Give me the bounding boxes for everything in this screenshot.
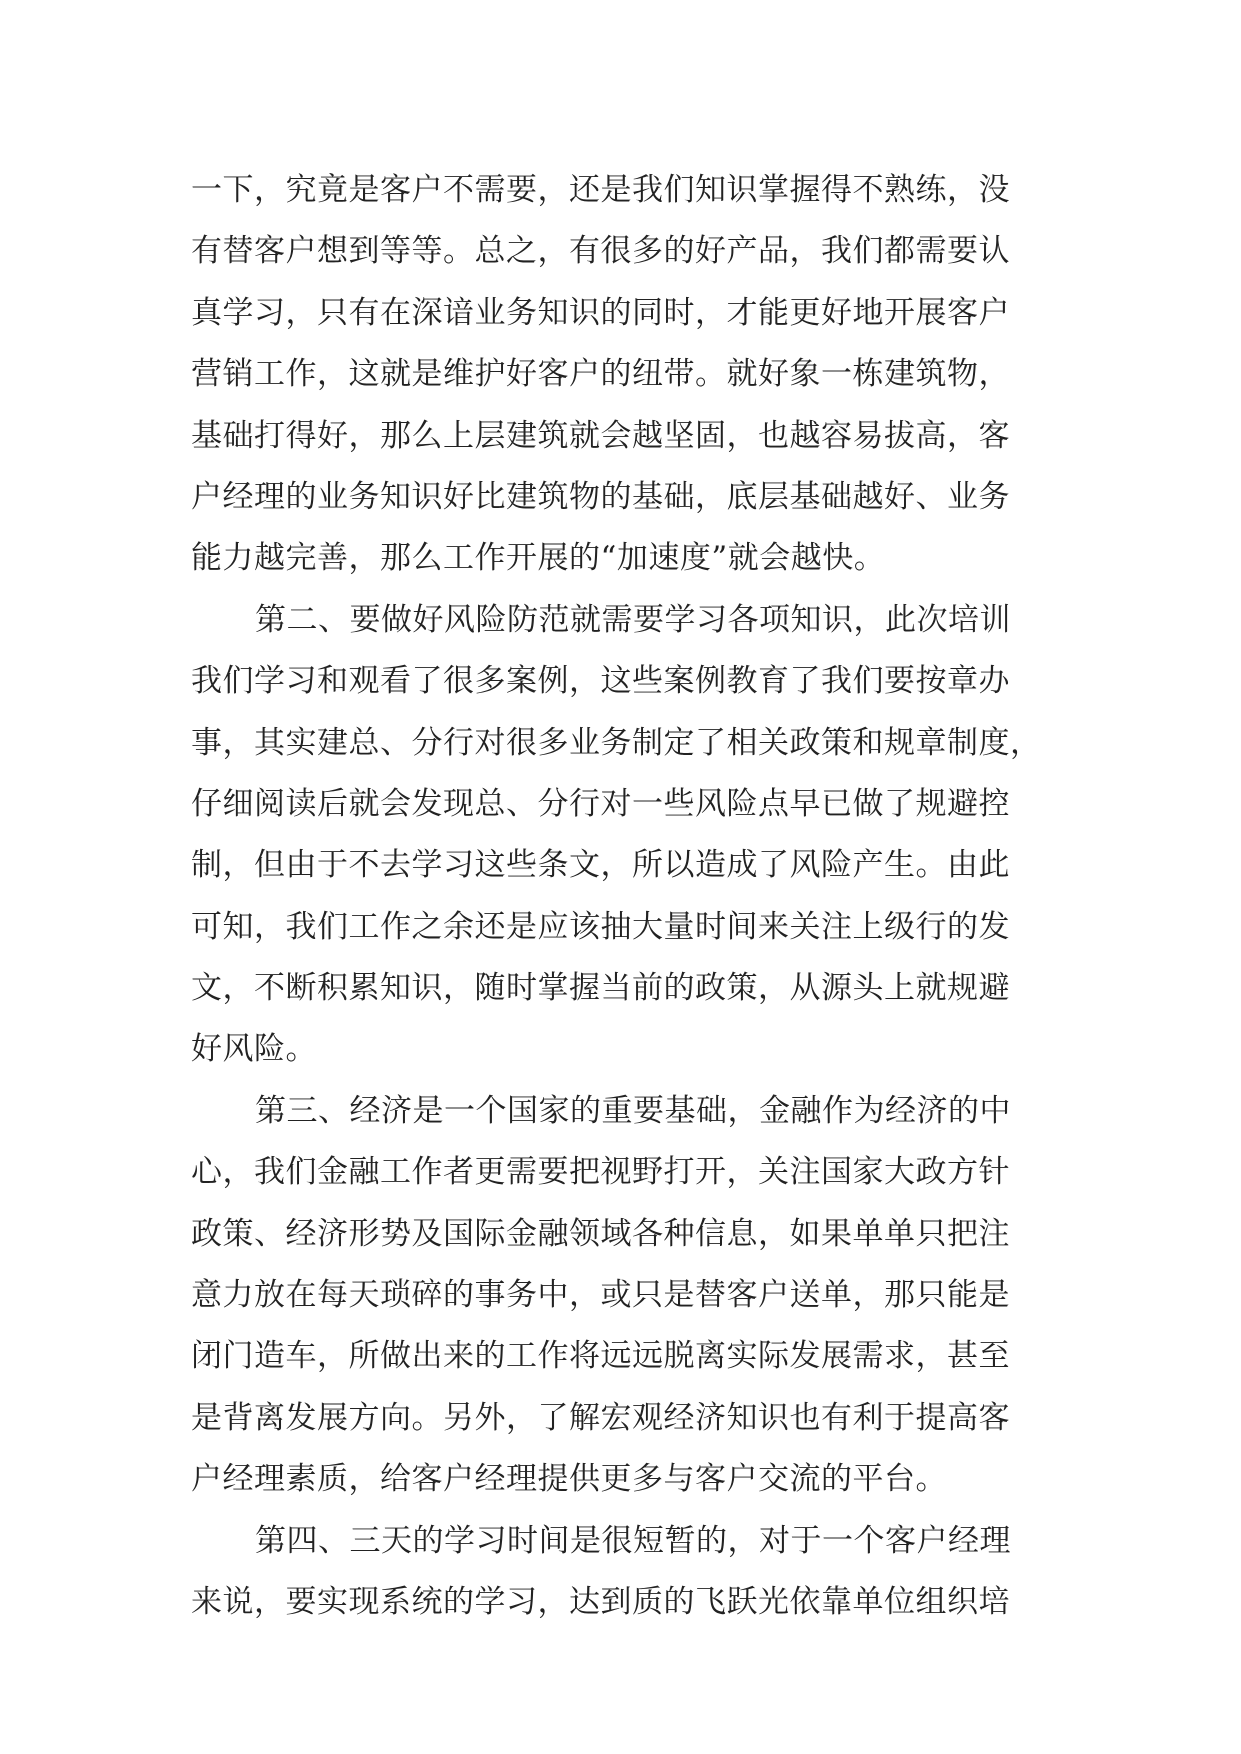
paragraph-start-line: 第三、经济是一个国家的重要基础，金融作为经济的中 [255, 1092, 1011, 1129]
text-line: 是背离发展方向。另外，了解宏观经济知识也有利于提高客 [191, 1399, 1010, 1436]
body-text [191, 160, 1051, 1633]
text-line: 意力放在每天琐碎的事务中，或只是替客户送单，那只能是 [191, 1277, 1010, 1314]
text-line: 仔细阅读后就会发现总、分行对一些风险点早已做了规避控 [191, 785, 1010, 822]
text-line: 好风险。 [191, 1031, 317, 1068]
text-line: 能力越完善，那么工作开展的“加速度”就会越快。 [191, 540, 886, 577]
text-line: 可知，我们工作之余还是应该抽大量时间来关注上级行的发 [191, 908, 1010, 945]
text-line: 事，其实建总、分行对很多业务制定了相关政策和规章制度， [191, 724, 1042, 761]
text-line: 有替客户想到等等。总之，有很多的好产品，我们都需要认 [191, 233, 1010, 270]
text-line: 户经理的业务知识好比建筑物的基础，底层基础越好、业务 [191, 478, 1010, 515]
text-line: 我们学习和观看了很多案例，这些案例教育了我们要按章办 [191, 663, 1010, 700]
text-line: 真学习，只有在深谙业务知识的同时，才能更好地开展客户 [191, 294, 1010, 331]
paragraph-start-line: 第二、要做好风险防范就需要学习各项知识，此次培训 [255, 601, 1011, 638]
text-line: 文，不断积累知识，随时掌握当前的政策，从源头上就规避 [191, 970, 1010, 1007]
text-line: 基础打得好，那么上层建筑就会越坚固，也越容易拔高，客 [191, 417, 1010, 454]
text-line: 一下，究竟是客户不需要，还是我们知识掌握得不熟练，没 [191, 172, 1010, 208]
text-line: 营销工作，这就是维护好客户的纽带。就好象一栋建筑物， [191, 356, 1010, 393]
text-line: 制，但由于不去学习这些条文，所以造成了风险产生。由此 [191, 847, 1010, 884]
text-line: 心，我们金融工作者更需要把视野打开，关注国家大政方针 [191, 1154, 1010, 1191]
paragraph-start-line: 第四、三天的学习时间是很短暂的，对于一个客户经理 [255, 1522, 1011, 1559]
text-line: 政策、经济形势及国际金融领域各种信息，如果单单只把注 [191, 1215, 1010, 1252]
text-line: 来说，要实现系统的学习，达到质的飞跃光依靠单位组织培 [191, 1583, 1010, 1620]
text-line: 闭门造车，所做出来的工作将远远脱离实际发展需求，甚至 [191, 1338, 1010, 1375]
text-line: 户经理素质，给客户经理提供更多与客户交流的平台。 [191, 1461, 947, 1498]
